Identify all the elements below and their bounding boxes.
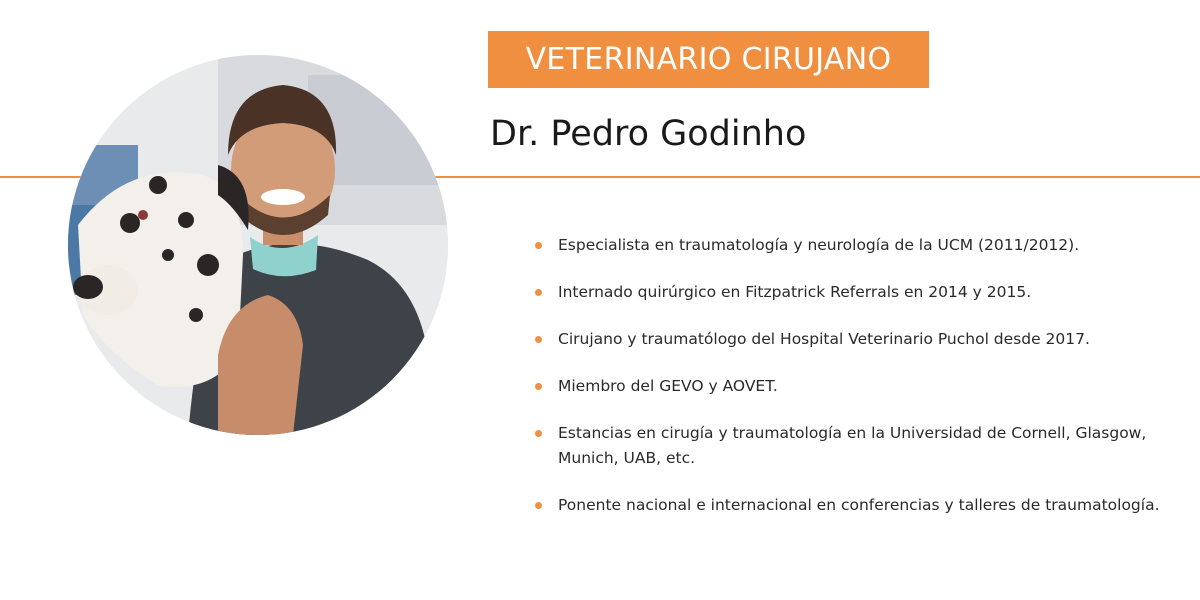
bio-item-text: Miembro del GEVO y AOVET. bbox=[558, 377, 778, 395]
role-badge: VETERINARIO CIRUJANO bbox=[488, 31, 929, 88]
bullet-icon bbox=[535, 502, 542, 509]
bullet-icon bbox=[535, 383, 542, 390]
bio-item-stays bbox=[534, 421, 1164, 471]
bullet-icon bbox=[535, 242, 542, 249]
person-name: Dr. Pedro Godinho bbox=[490, 114, 807, 154]
bio-item-surgeon bbox=[534, 327, 1164, 352]
bio-item-internship bbox=[534, 280, 1164, 305]
bio-item-specialist bbox=[534, 233, 1164, 258]
bio-list bbox=[534, 233, 1164, 540]
bio-item-text: Internado quirúrgico en Fitzpatrick Referrals en 2014 y 2015. bbox=[558, 283, 1032, 301]
bio-item-text: Especialista en traumatología y neurología de la UCM (2011/2012). bbox=[558, 236, 1080, 254]
bullet-icon bbox=[535, 430, 542, 437]
bio-item-speaker bbox=[534, 493, 1164, 518]
bio-item-text: Cirujano y traumatólogo del Hospital Veterinario Puchol desde 2017. bbox=[558, 330, 1090, 348]
bullet-icon bbox=[535, 336, 542, 343]
bullet-icon bbox=[535, 289, 542, 296]
bio-item-membership bbox=[534, 374, 1164, 399]
profile-photo bbox=[68, 55, 448, 435]
bio-item-text: Estancias en cirugía y traumatología en la Universidad de Cornell, Glasgow, Munich, UAB, etc. bbox=[558, 424, 1147, 467]
bio-item-text: Ponente nacional e internacional en conferencias y talleres de traumatología. bbox=[558, 496, 1160, 514]
